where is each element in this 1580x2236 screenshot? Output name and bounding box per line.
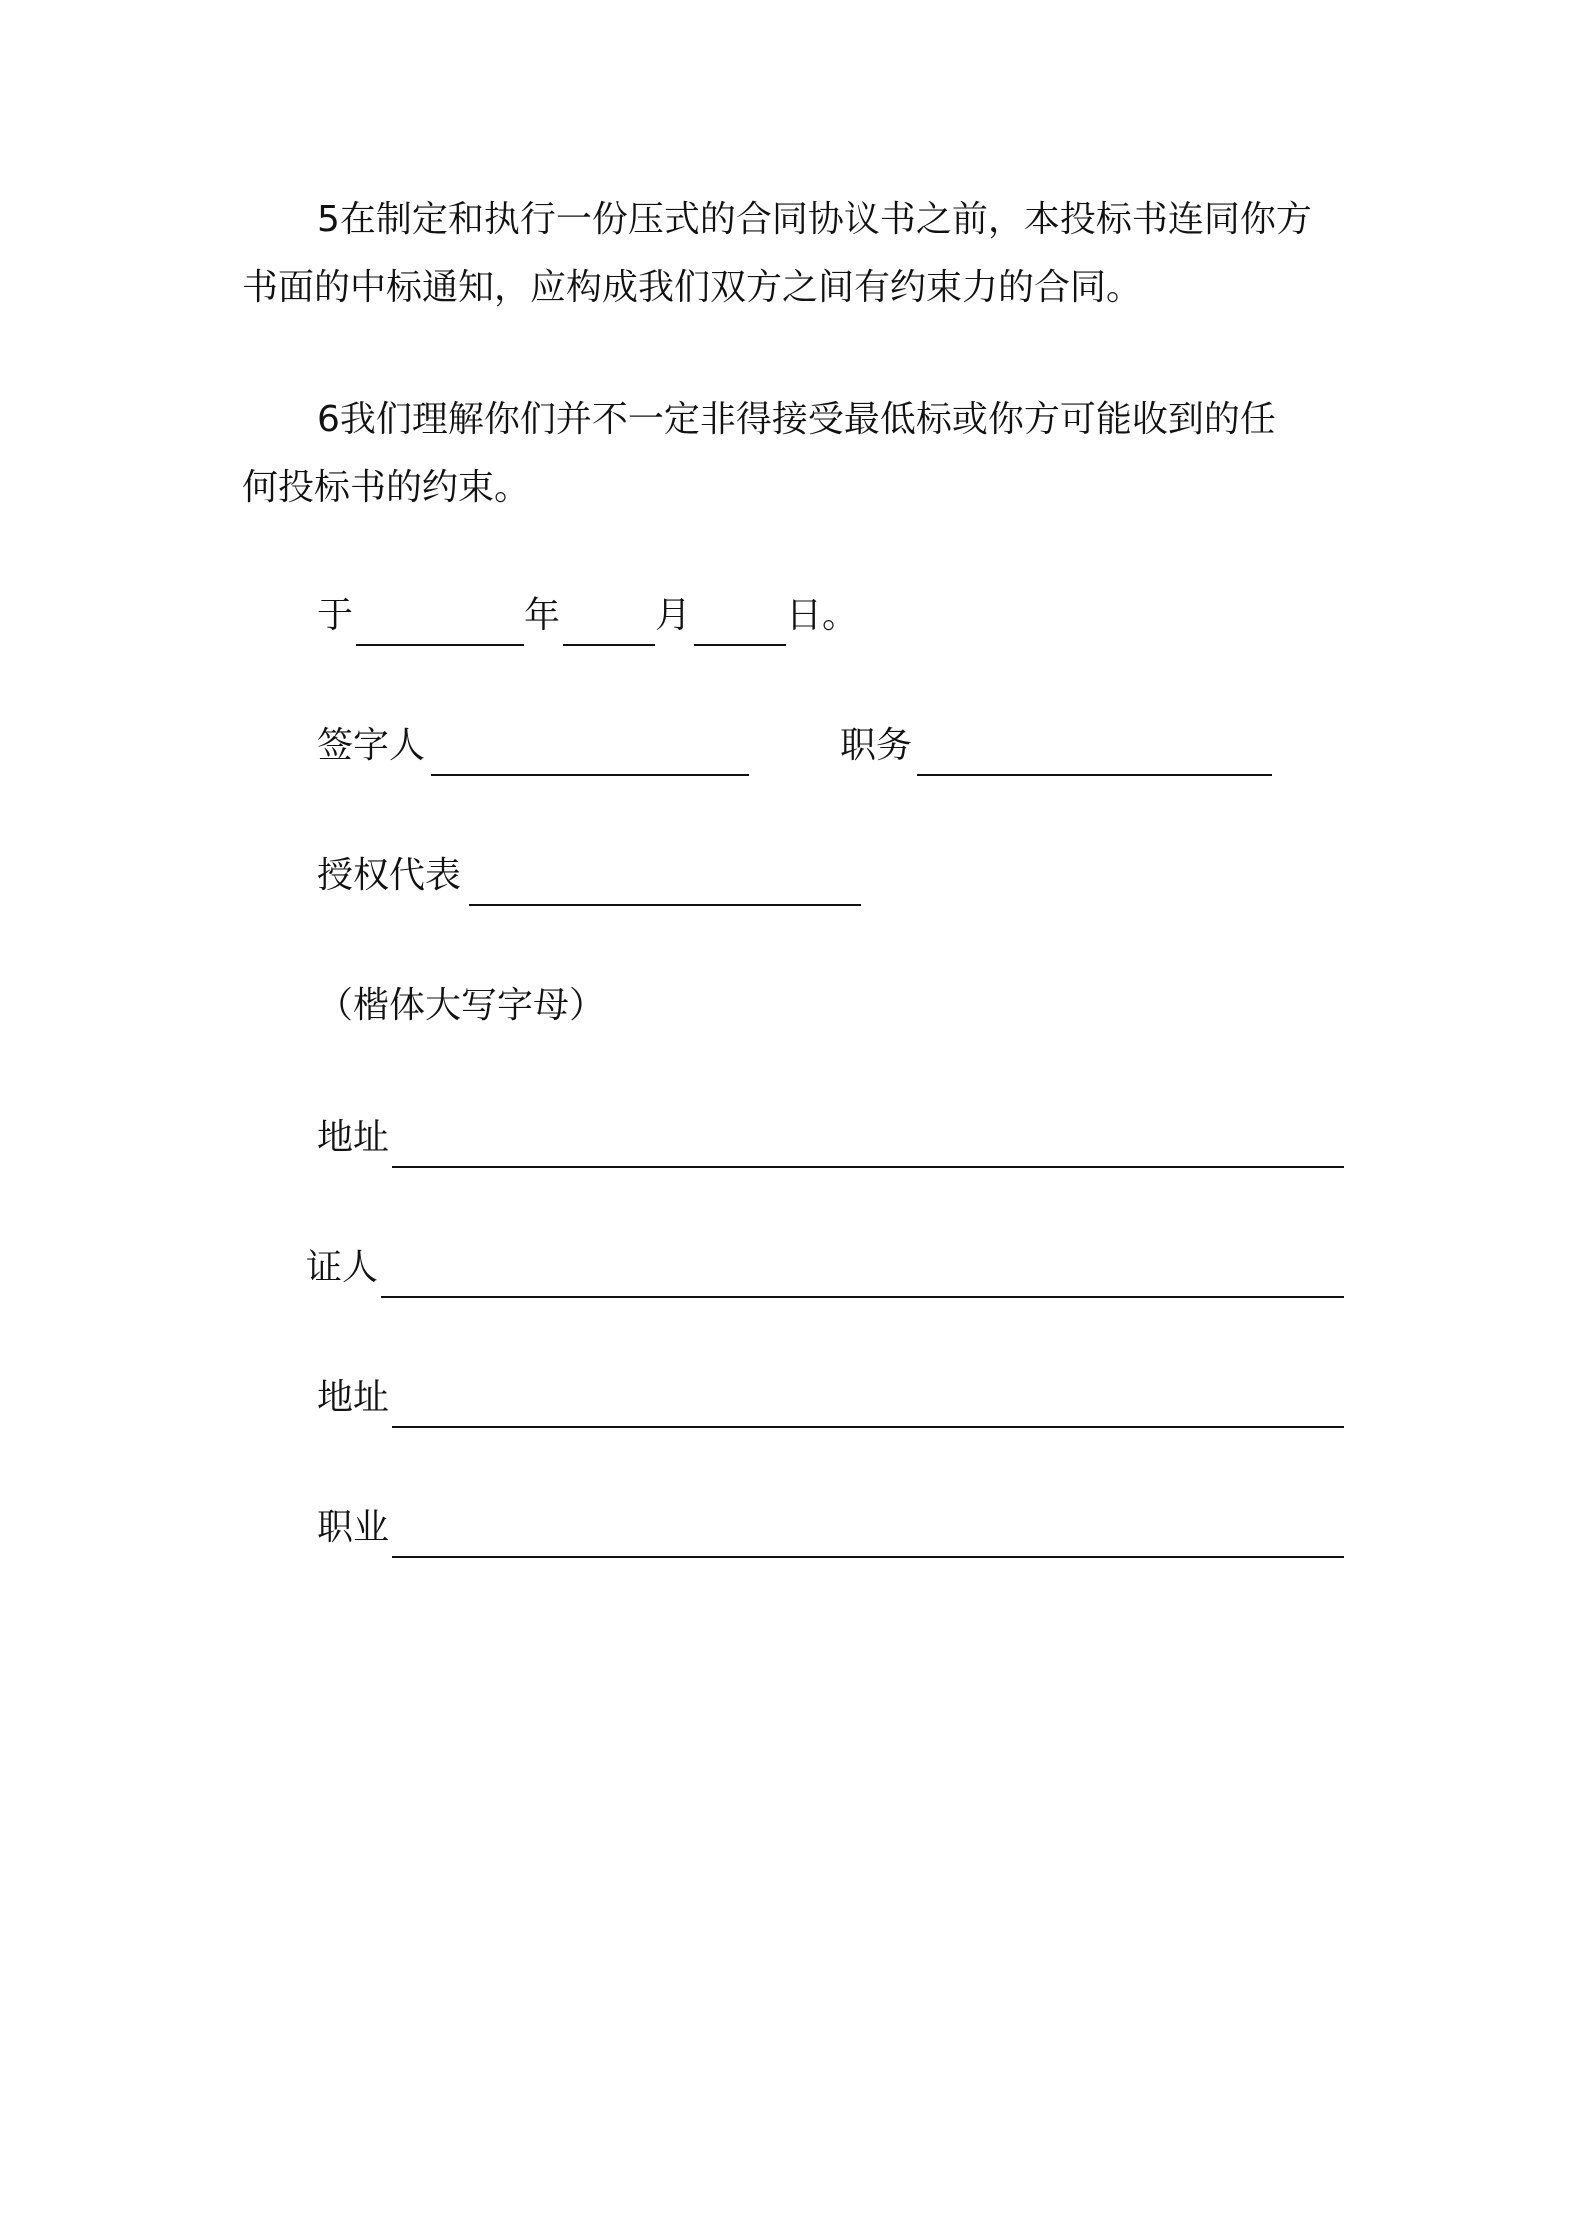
- address-label-1: 地址: [317, 1117, 390, 1158]
- address-label-2: 地址: [317, 1377, 390, 1418]
- authorized-representative-blank[interactable]: [469, 904, 861, 906]
- position-label: 职务: [840, 725, 913, 766]
- occupation-blank[interactable]: [392, 1556, 1344, 1558]
- day-label: 日。: [786, 595, 859, 636]
- signer-label: 签字人: [317, 725, 426, 766]
- paragraph-6-line-2: 何投标书的约束。: [242, 467, 531, 508]
- paragraph-5-line-1: 5在制定和执行一份压式的合同协议书之前，本投标书连同你方: [317, 199, 1312, 240]
- signer-blank[interactable]: [431, 774, 749, 776]
- witness-blank[interactable]: [381, 1296, 1344, 1298]
- paragraph-5-line-2: 书面的中标通知，应构成我们双方之间有约束力的合同。: [242, 267, 1143, 308]
- occupation-label: 职业: [317, 1507, 390, 1548]
- year-label: 年: [524, 595, 561, 636]
- month-blank[interactable]: [563, 644, 655, 646]
- block-letters-note: （楷体大写字母）: [317, 985, 606, 1026]
- month-label: 月: [655, 595, 692, 636]
- day-blank[interactable]: [694, 644, 786, 646]
- address-blank-2[interactable]: [392, 1426, 1344, 1428]
- paragraph-6-line-1: 6我们理解你们并不一定非得接受最低标或你方可能收到的任: [317, 399, 1276, 440]
- authorized-representative-label: 授权代表: [317, 855, 462, 896]
- year-blank[interactable]: [356, 644, 524, 646]
- witness-label: 证人: [306, 1247, 379, 1288]
- address-blank-1[interactable]: [392, 1166, 1344, 1168]
- date-prefix-label: 于: [317, 595, 354, 636]
- position-blank[interactable]: [917, 774, 1272, 776]
